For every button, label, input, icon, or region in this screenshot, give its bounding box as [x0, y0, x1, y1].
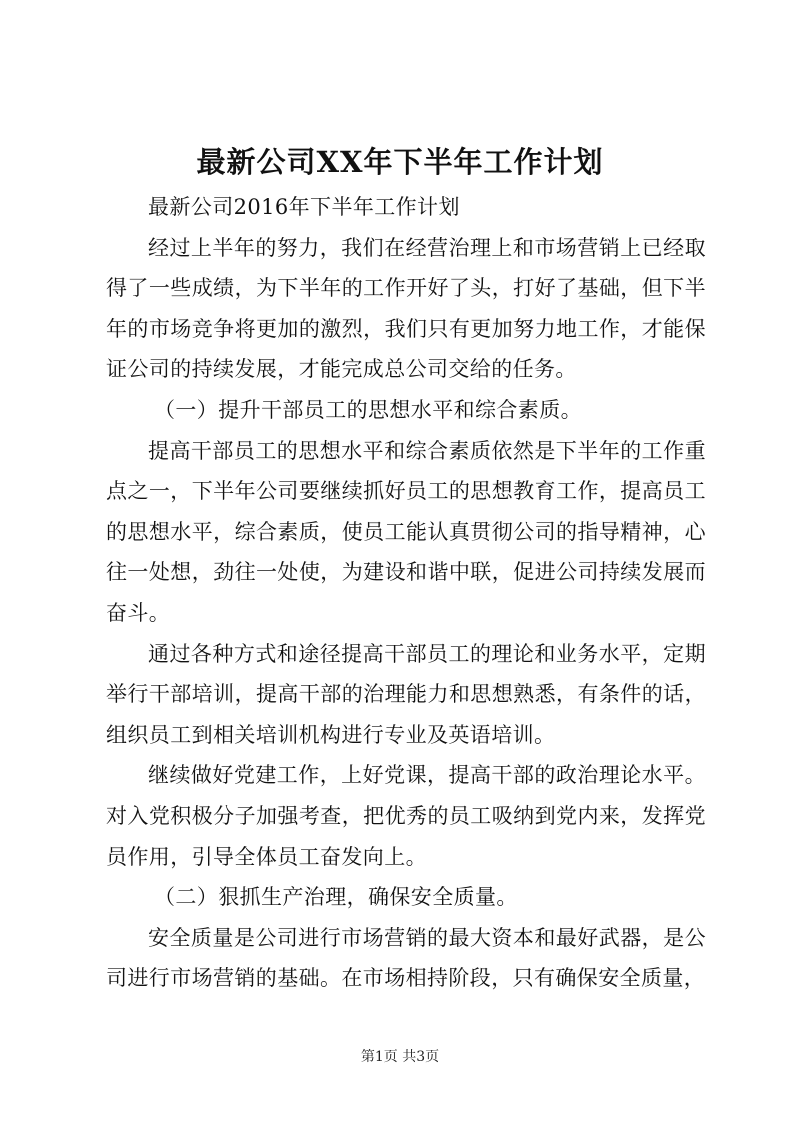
body-paragraph: 安全质量是公司进行市场营销的最大资本和最好武器，是公司进行市场营销的基础。在市场相持阶段，只有确保安全质量， [106, 925, 706, 991]
body-paragraph: 经过上半年的努力，我们在经营治理上和市场营销上已经取得了一些成绩，为下半年的工作开好了头，打好了基础，但下半年的市场竞争将更加的激烈，我们只有更加努力地工作，才能保证公司的持续发展，才能完成总公司交给的任务。 [106, 235, 706, 382]
page-number-footer: 第1页 共3页 [360, 1049, 440, 1065]
section-heading: （二）狠抓生产治理，确保安全质量。 [154, 885, 518, 910]
document-title: 最新公司XX年下半年工作计划 [196, 145, 604, 179]
document-body [106, 187, 706, 999]
subtitle-paragraph: 最新公司2016年下半年工作计划 [148, 195, 460, 219]
body-paragraph: 提高干部员工的思想水平和综合素质依然是下半年的工作重点之一，下半年公司要继续抓好员工的思想教育工作，提高员工的思想水平，综合素质，使员工能认真贯彻公司的指导精神，心往一处想，劲往一处使，为建设和谐中联，促进公司持续发展而奋斗。 [106, 438, 706, 625]
body-paragraph: 继续做好党建工作，上好党课，提高干部的政治理论水平。对入党积极分子加强考查，把优秀的员工吸纳到党内来，发挥党员作用，引导全体员工奋发向上。 [106, 763, 706, 869]
body-paragraph: 通过各种方式和途径提高干部员工的理论和业务水平，定期举行干部培训，提高干部的治理能力和思想熟悉，有条件的话，组织员工到相关培训机构进行专业及英语培训。 [106, 641, 706, 747]
section-heading: （一）提升干部员工的思想水平和综合素质。 [154, 397, 582, 422]
